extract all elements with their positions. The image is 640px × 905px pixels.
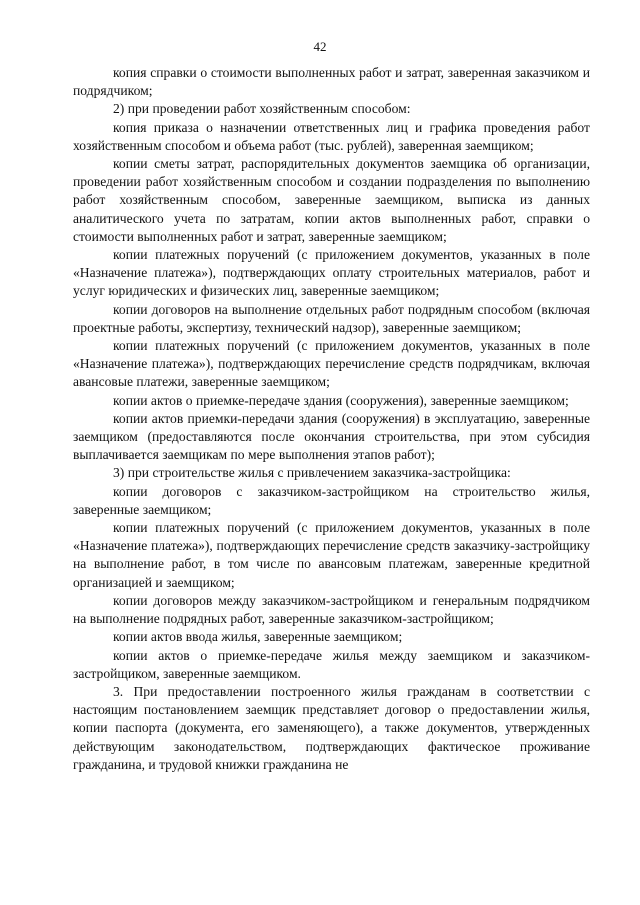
paragraph: копия приказа о назначении ответственных лиц и графика проведения работ хозяйственным способом и объема работ (тыс. рублей), заверенная заемщиком; (73, 119, 590, 153)
paragraph: 2) при проведении работ хозяйственным способом: (113, 101, 411, 117)
paragraph: копии платежных поручений (с приложением документов, указанных в поле «Назначение платежа»), подтверждающих оплату строительных материалов, работ и услуг юридических и физических лиц, заверенные заемщиком; (73, 247, 590, 299)
paragraph: копии платежных поручений (с приложением документов, указанных в поле «Назначение платежа»), подтверждающих перечисление средств заказчику-застройщику на выполнение работ, в том числе по авансовым платежам, заверенные кредитной организацией и заемщиком; (73, 520, 590, 590)
paragraph: копии договоров между заказчиком-застройщиком и генеральным подрядчиком на выполнение подрядных работ, заверенные заказчиком-застройщиком; (73, 592, 590, 627)
paragraph: копии актов о приемке-передаче здания (сооружения), заверенные заемщиком; (113, 392, 569, 408)
paragraph: копии актов ввода жилья, заверенные заемщиком; (113, 629, 403, 645)
paragraph: копии договоров на выполнение отдельных работ подрядным способом (включая проектные работы, экспертизу, технический надзор), заверенные заемщиком; (73, 301, 590, 335)
paragraph: 3) при строительстве жилья с привлечением заказчика-застройщика: (113, 465, 511, 481)
paragraph: копии актов приемки-передачи здания (сооружения) в эксплуатацию, заверенные заемщиком (предоставляются после окончания строительства, при этом субсидия выплачивается заемщикам по мере выполнения этапов работ); (73, 410, 590, 463)
page-number: 42 (313, 39, 327, 54)
paragraph: копии актов о приемке-передаче жилья между заемщиком и заказчиком-застройщиком, заверенные заемщиком. (73, 647, 590, 681)
document-body (73, 64, 590, 774)
paragraph: 3. При предоставлении построенного жилья гражданам в соответствии с настоящим постановлением заемщик представляет договор о предоставлении жилья, копии паспорта (документа, его заменяющего), а также документов, утвержденных действующим законодательством, подтверждающих фактическое проживание гражданина, и трудовой книжки гражданина не (73, 683, 590, 772)
paragraph: копия справки о стоимости выполненных работ и затрат, заверенная заказчиком и подрядчиком; (73, 65, 590, 99)
paragraph: копии сметы затрат, распорядительных документов заемщика об организации, проведении работ хозяйственным способом и создании подразделения по выполнению работ хозяйственным способом, заверенные заемщиком, выписка из данных аналитического учета по затратам, копии актов выполненных работ, справки о стоимости выполненных работ и затрат, заверенные заемщиком; (73, 156, 590, 244)
paragraph: копии платежных поручений (с приложением документов, указанных в поле «Назначение платежа»), подтверждающих перечисление средств подрядчикам, включая авансовые платежи, заверенные заемщиком; (73, 338, 590, 390)
paragraph: копии договоров с заказчиком-застройщиком на строительство жилья, заверенные заемщиком; (73, 483, 590, 517)
